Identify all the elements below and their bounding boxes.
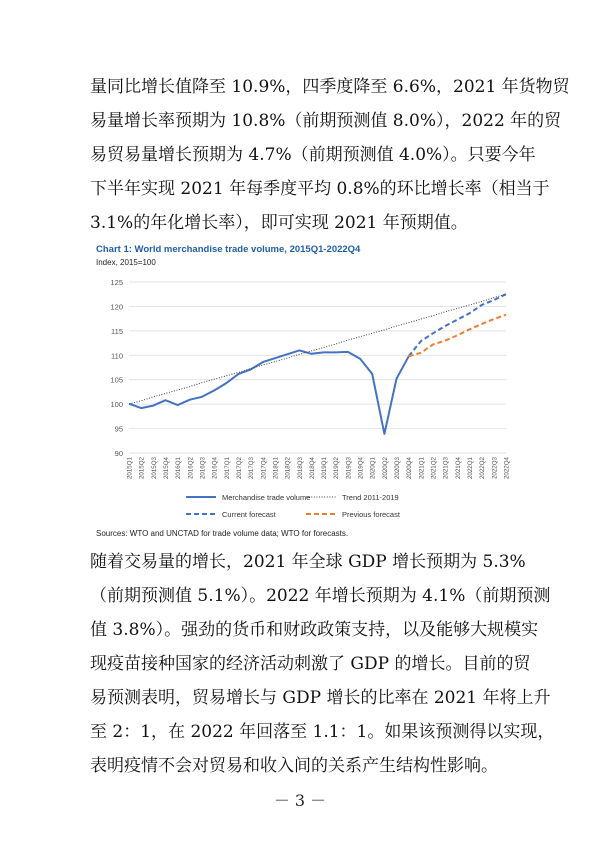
trade-volume-chart bbox=[96, 244, 520, 544]
x-tick-label: 2016Q1 bbox=[175, 457, 183, 480]
x-tick-label: 2020Q4 bbox=[406, 457, 414, 480]
x-tick-label: 2019Q1 bbox=[321, 457, 329, 480]
chart-title: Chart 1: World merchandise trade volume, 2015Q1-2022Q4 bbox=[96, 244, 361, 255]
text-line: 至 2：1，在 2022 年回落至 1.1：1。如果该预测得以实现， bbox=[90, 722, 555, 742]
x-tick-label: 2017Q2 bbox=[235, 457, 243, 480]
legend-label: Current forecast bbox=[222, 510, 276, 519]
x-tick-label: 2022Q3 bbox=[491, 457, 499, 480]
x-tick-label: 2018Q4 bbox=[308, 457, 316, 480]
y-tick-label: 100 bbox=[110, 400, 123, 410]
x-tick-label: 2022Q2 bbox=[479, 457, 487, 480]
x-tick-label: 2015Q3 bbox=[150, 457, 158, 480]
x-tick-label: 2017Q3 bbox=[248, 457, 256, 480]
chart-subtitle: Index, 2015=100 bbox=[96, 258, 156, 267]
x-tick-label: 2022Q4 bbox=[503, 457, 511, 480]
text-line: 现疫苗接种国家的经济活动刺激了 GDP 的增长。目前的贸 bbox=[90, 654, 531, 674]
x-tick-label: 2019Q2 bbox=[333, 457, 341, 480]
text-line: 下半年实现 2021 年每季度平均 0.8%的环比增长率（相当于 bbox=[90, 179, 550, 199]
series-line bbox=[129, 294, 506, 404]
x-tick-label: 2020Q1 bbox=[369, 457, 377, 480]
legend-label: Merchandise trade volume bbox=[222, 493, 311, 502]
y-tick-label: 90 bbox=[114, 449, 123, 458]
text-line: 3.1%的年化增长率），即可实现 2021 年预期值。 bbox=[90, 213, 468, 233]
y-tick-label: 125 bbox=[110, 278, 123, 287]
y-tick-label: 110 bbox=[111, 351, 123, 361]
page-number: － 3 － bbox=[273, 791, 327, 810]
x-tick-label: 2018Q3 bbox=[296, 457, 304, 480]
text-line: 值 3.8%）。强劲的货币和财政政策支持，以及能够大规模实 bbox=[90, 620, 539, 640]
x-tick-label: 2016Q2 bbox=[187, 457, 195, 480]
x-tick-label: 2018Q1 bbox=[272, 457, 280, 480]
text-line: 量同比增长值降至 10.9%，四季度降至 6.6%，2021 年货物贸 bbox=[90, 77, 570, 97]
y-tick-label: 120 bbox=[110, 302, 123, 312]
legend-label: Previous forecast bbox=[342, 510, 400, 519]
y-tick-label: 105 bbox=[110, 375, 123, 385]
x-tick-label: 2022Q1 bbox=[467, 457, 475, 480]
x-tick-label: 2018Q2 bbox=[284, 457, 292, 480]
x-tick-label: 2020Q3 bbox=[394, 457, 402, 480]
x-tick-label: 2015Q1 bbox=[126, 457, 134, 480]
text-line: 随着交易量的增长，2021 年全球 GDP 增长预期为 5.3% bbox=[90, 552, 526, 572]
x-tick-label: 2020Q2 bbox=[381, 457, 389, 480]
chart-plot bbox=[96, 244, 520, 529]
text-line: 易量增长率预期为 10.8%（前期预测值 8.0%），2022 年的贸 bbox=[90, 111, 562, 131]
y-tick-label: 115 bbox=[111, 326, 123, 336]
x-tick-label: 2016Q3 bbox=[199, 457, 207, 480]
x-tick-label: 2015Q2 bbox=[138, 457, 146, 480]
x-tick-label: 2016Q4 bbox=[211, 457, 219, 480]
x-tick-label: 2019Q3 bbox=[345, 457, 353, 480]
text-line: 易预测表明，贸易增长与 GDP 增长的比率在 2021 年将上升 bbox=[90, 688, 551, 708]
x-tick-label: 2021Q1 bbox=[418, 457, 426, 480]
x-tick-label: 2021Q3 bbox=[442, 457, 450, 480]
x-tick-label: 2015Q4 bbox=[162, 457, 170, 480]
text-line: 表明疫情不会对贸易和收入间的关系产生结构性影响。 bbox=[90, 756, 498, 776]
x-tick-label: 2019Q4 bbox=[357, 457, 365, 480]
series-line bbox=[409, 294, 506, 356]
x-tick-label: 2017Q4 bbox=[260, 457, 268, 480]
legend-label: Trend 2011-2019 bbox=[342, 493, 399, 502]
text-line: （前期预测值 5.1%）。2022 年增长预期为 4.1%（前期预测 bbox=[90, 586, 551, 606]
x-tick-label: 2021Q4 bbox=[454, 457, 462, 480]
x-tick-label: 2021Q2 bbox=[430, 457, 438, 480]
y-tick-label: 95 bbox=[114, 424, 123, 434]
x-tick-label: 2017Q1 bbox=[223, 457, 231, 480]
chart-source: Sources: WTO and UNCTAD for trade volume data; WTO for forecasts. bbox=[96, 529, 349, 538]
text-line: 易贸易量增长预期为 4.7%（前期预测值 4.0%）。只要今年 bbox=[90, 145, 536, 165]
series-line bbox=[409, 315, 506, 357]
